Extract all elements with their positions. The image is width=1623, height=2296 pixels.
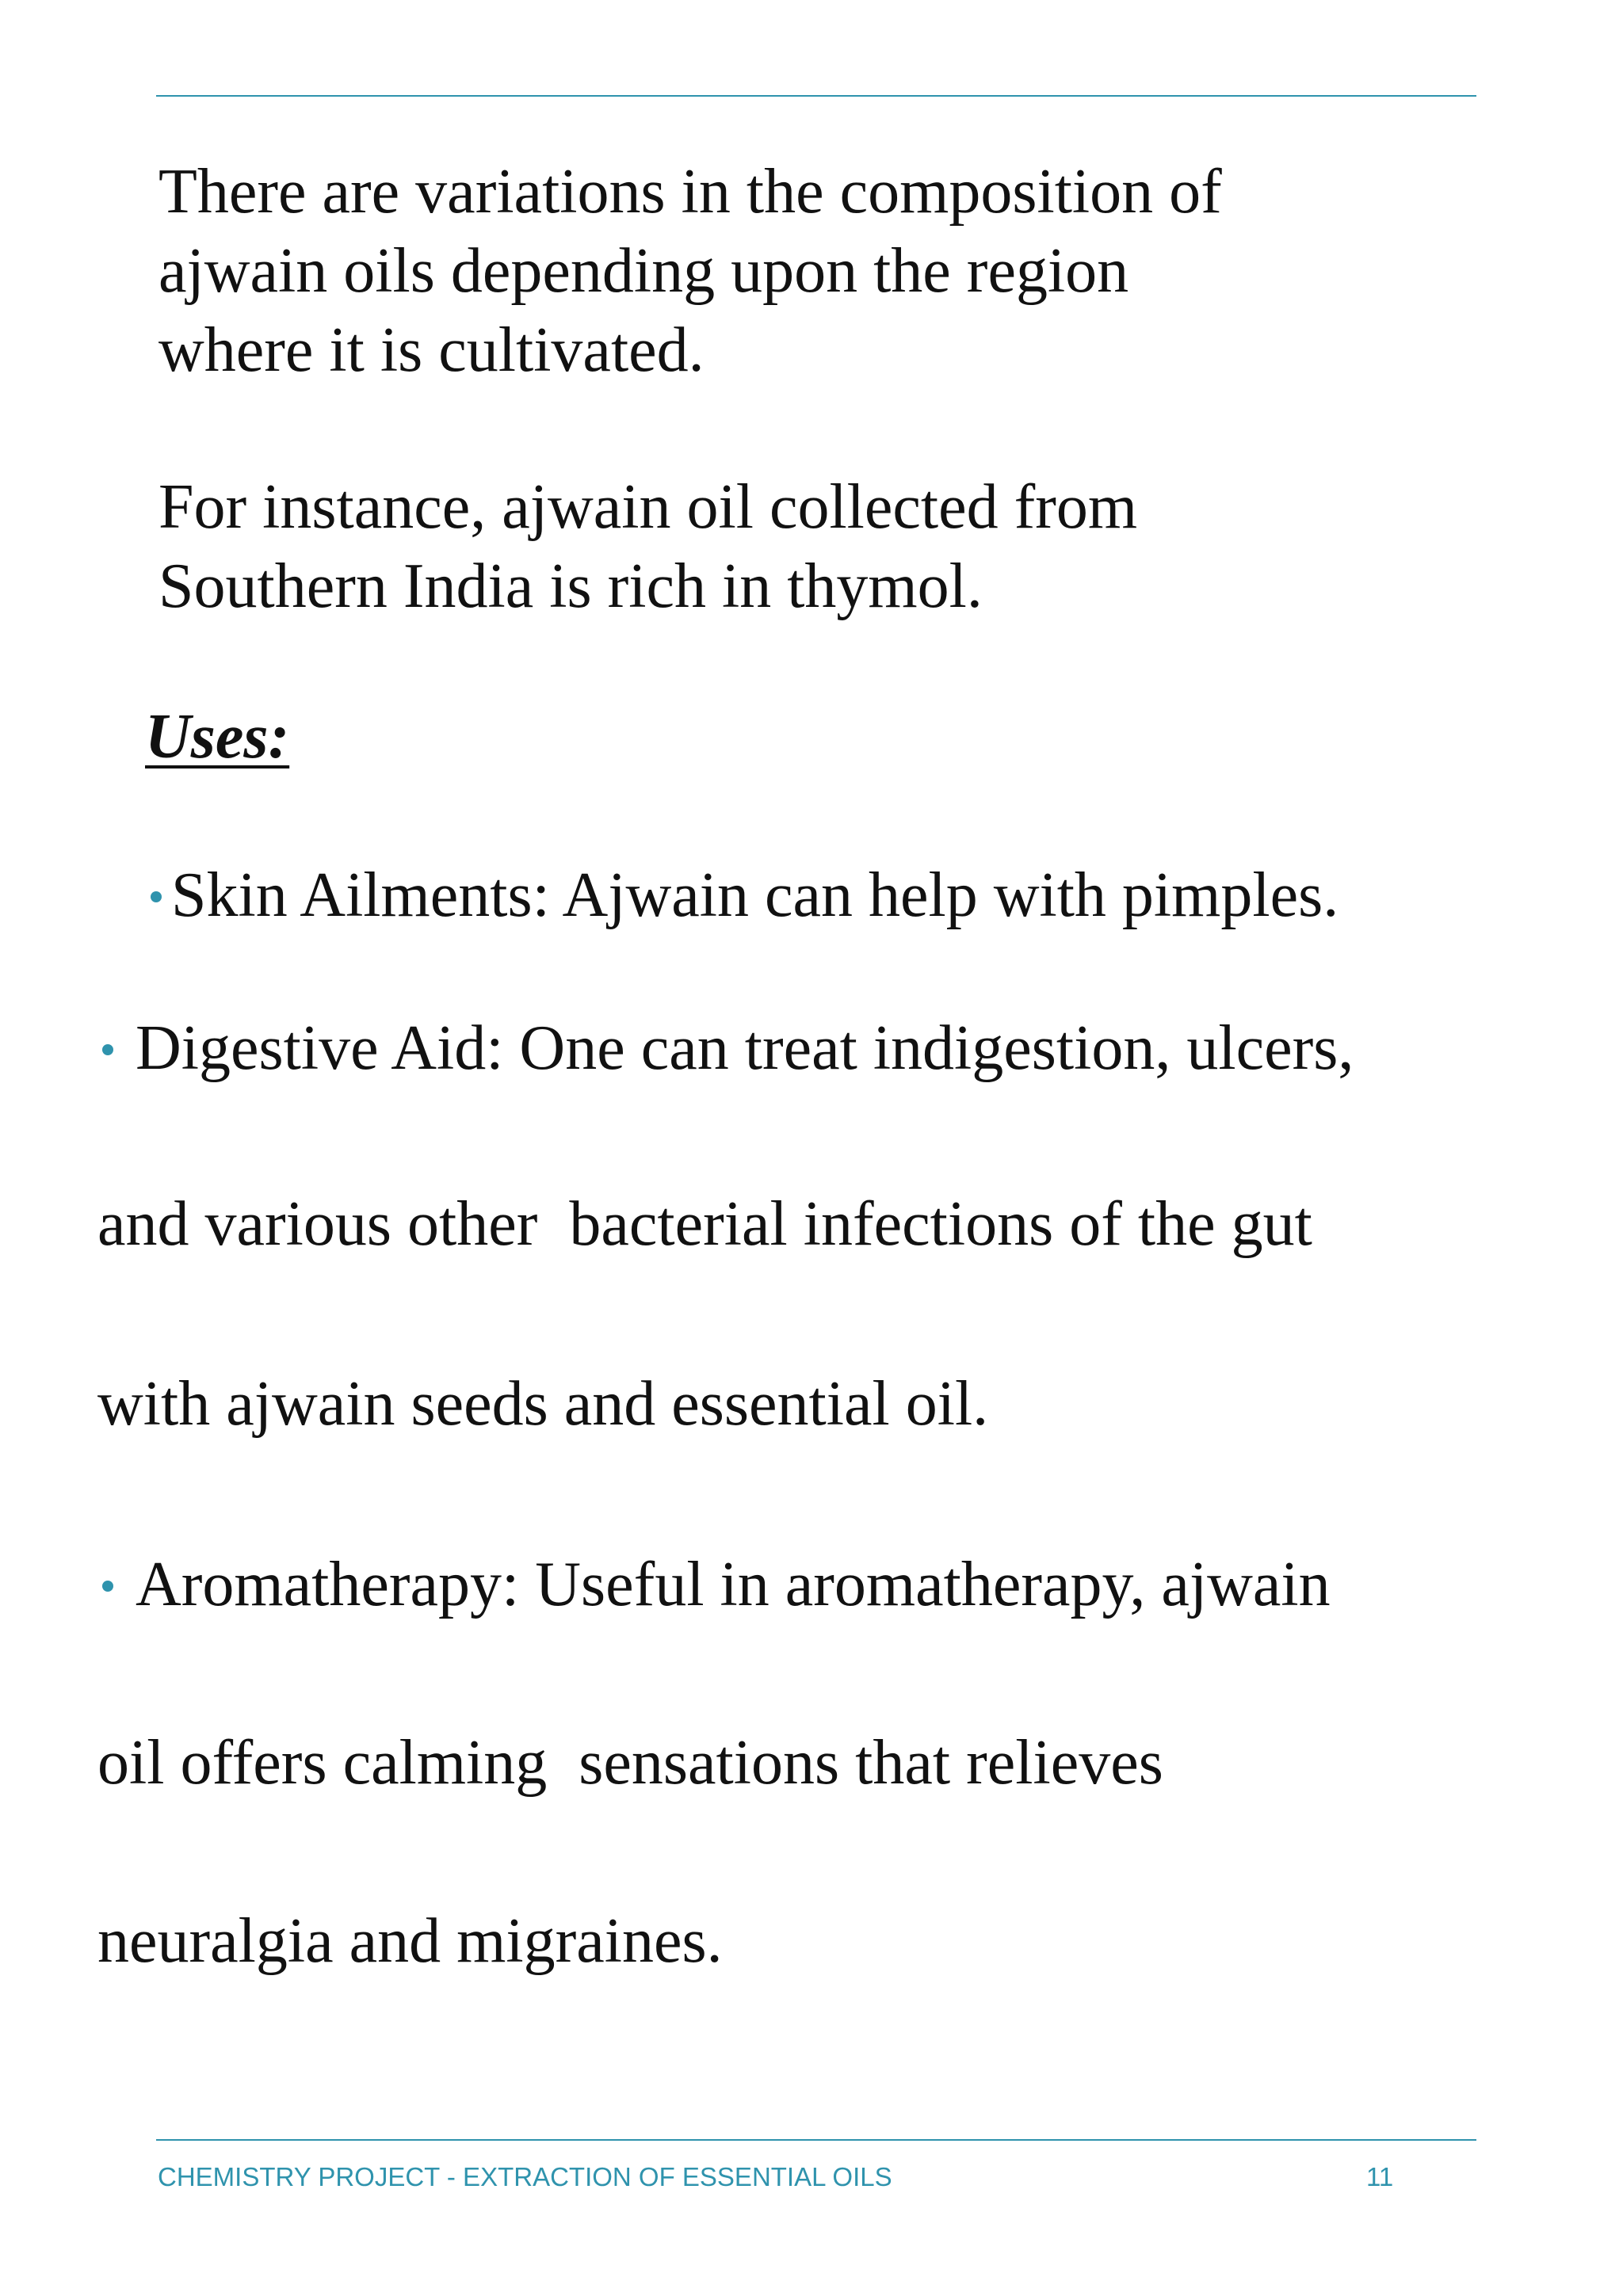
list-item-text: Digestive Aid: One can treat indigestion, ulcers, xyxy=(136,1013,1354,1083)
list-item-continuation: and various other bacterial infections of the gut xyxy=(97,1189,1312,1259)
paragraph-line: where it is cultivated. xyxy=(158,315,705,385)
list-item-text: Aromatherapy: Useful in aromatherapy, ajwain xyxy=(136,1550,1331,1619)
footer-title: CHEMISTRY PROJECT - EXTRACTION OF ESSENTIAL OILS xyxy=(158,2162,892,2191)
header-rule xyxy=(156,95,1476,97)
paragraph-line: ajwain oils depending upon the region xyxy=(158,236,1129,306)
list-item-text: Skin Ailments: Ajwain can help with pimples. xyxy=(171,860,1339,930)
list-item-continuation: with ajwain seeds and essential oil. xyxy=(97,1369,989,1439)
paragraph-line: Southern India is rich in thymol. xyxy=(158,551,983,621)
footer-rule xyxy=(156,2139,1476,2141)
uses-heading: Uses: xyxy=(145,702,290,772)
list-item-continuation: neuralgia and migraines. xyxy=(97,1906,723,1976)
bullet-icon xyxy=(102,1581,113,1592)
list-item-skin xyxy=(151,856,1338,935)
list-item-digestive xyxy=(102,1009,1354,1088)
paragraph-line: There are variations in the composition of xyxy=(158,157,1222,227)
list-item-aromatherapy xyxy=(102,1545,1331,1624)
list-item-continuation: oil offers calming sensations that relieves xyxy=(97,1728,1163,1798)
paragraph-line: For instance, ajwain oil collected from xyxy=(158,472,1138,542)
bullet-icon xyxy=(102,1044,113,1055)
page-number: 11 xyxy=(1366,2162,1394,2191)
bullet-icon xyxy=(151,891,162,902)
